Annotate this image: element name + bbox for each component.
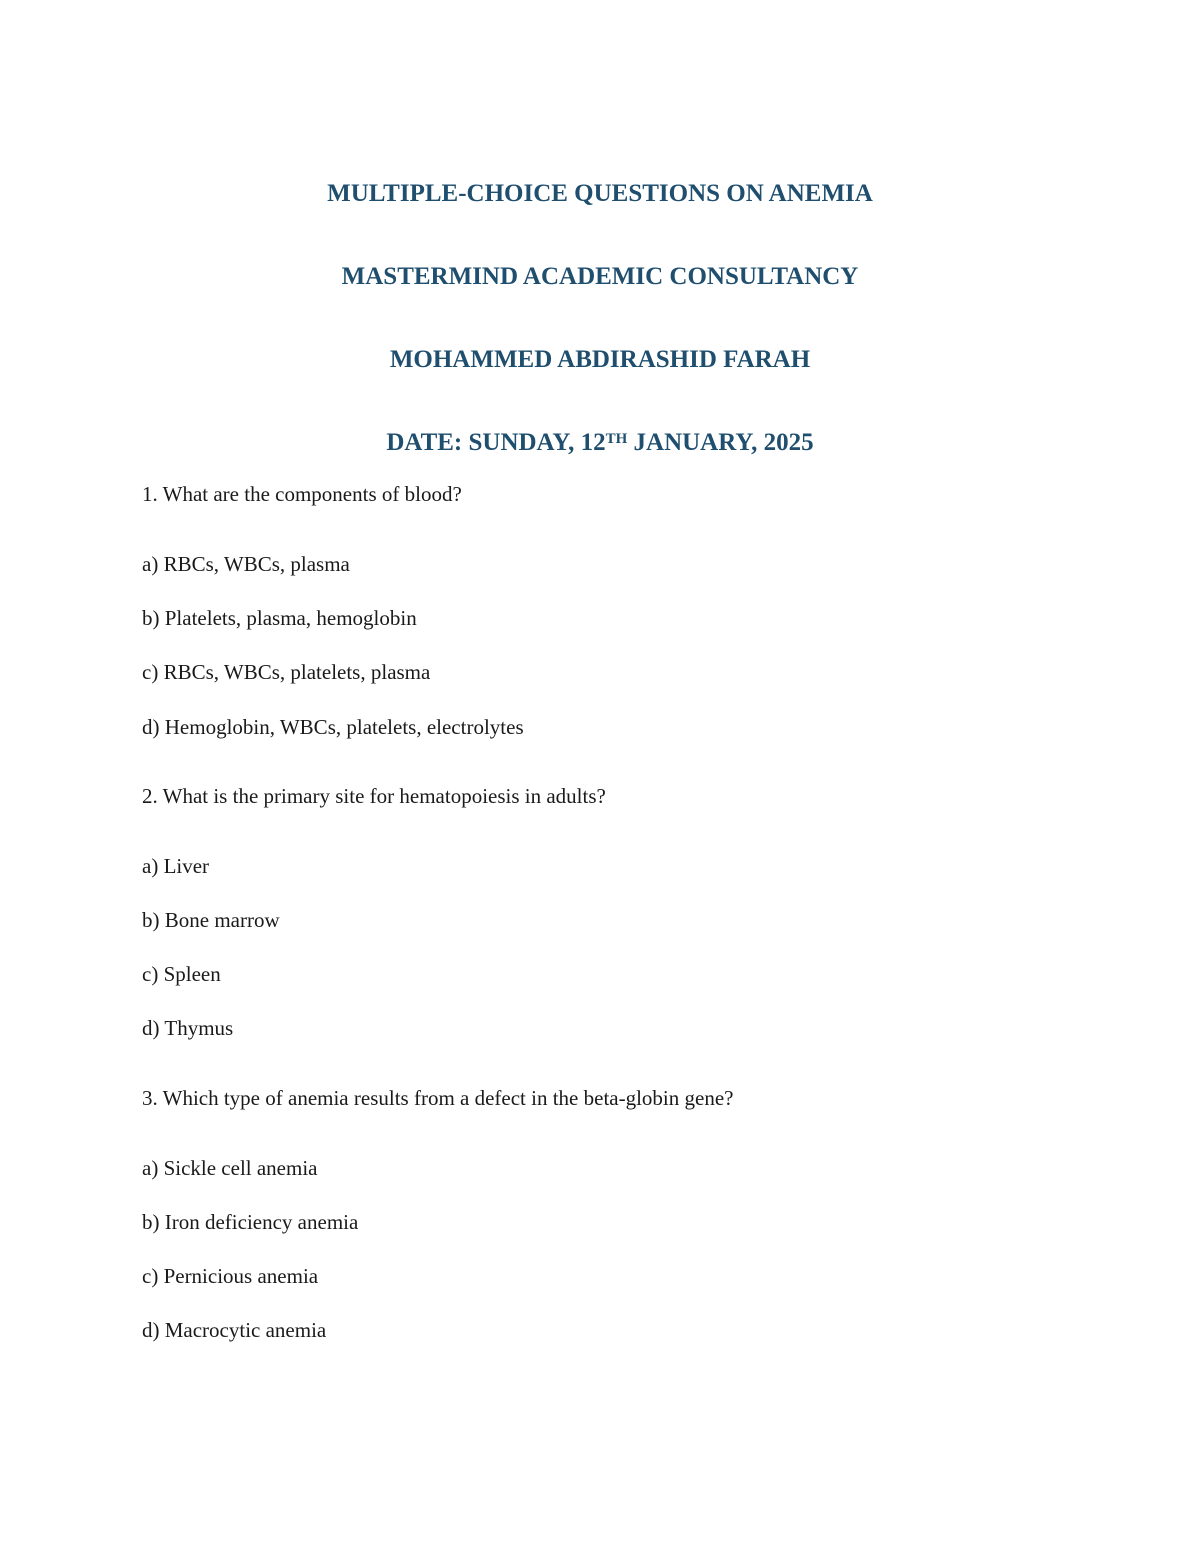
answer-option: b) Platelets, plasma, hemoglobin <box>142 606 417 630</box>
answer-option: a) RBCs, WBCs, plasma <box>142 552 350 576</box>
answer-option: c) Spleen <box>142 962 221 986</box>
answer-option: d) Hemoglobin, WBCs, platelets, electrolytes <box>142 715 524 739</box>
answer-option: b) Iron deficiency anemia <box>142 1210 359 1234</box>
date-prefix: DATE: SUNDAY, 12 <box>386 429 606 456</box>
document-date <box>0 428 1200 458</box>
organization-name: MASTERMIND ACADEMIC CONSULTANCY <box>341 263 859 290</box>
answer-option: d) Thymus <box>142 1016 234 1040</box>
answer-option: c) Pernicious anemia <box>142 1264 319 1288</box>
date-suffix: JANUARY, 2025 <box>627 429 814 456</box>
answer-option: a) Sickle cell anemia <box>142 1156 318 1180</box>
question-text: 1. What are the components of blood? <box>142 482 462 506</box>
question-text: 2. What is the primary site for hematopoiesis in adults? <box>142 784 606 808</box>
author-name: MOHAMMED ABDIRASHID FARAH <box>389 346 811 373</box>
answer-option: b) Bone marrow <box>142 908 280 932</box>
question-text: 3. Which type of anemia results from a defect in the beta-globin gene? <box>142 1086 734 1110</box>
answer-option: c) RBCs, WBCs, platelets, plasma <box>142 660 431 684</box>
answer-option: d) Macrocytic anemia <box>142 1318 327 1342</box>
answer-option: a) Liver <box>142 854 210 878</box>
document-title: MULTIPLE-CHOICE QUESTIONS ON ANEMIA <box>327 180 873 207</box>
date-superscript: TH <box>605 431 628 447</box>
